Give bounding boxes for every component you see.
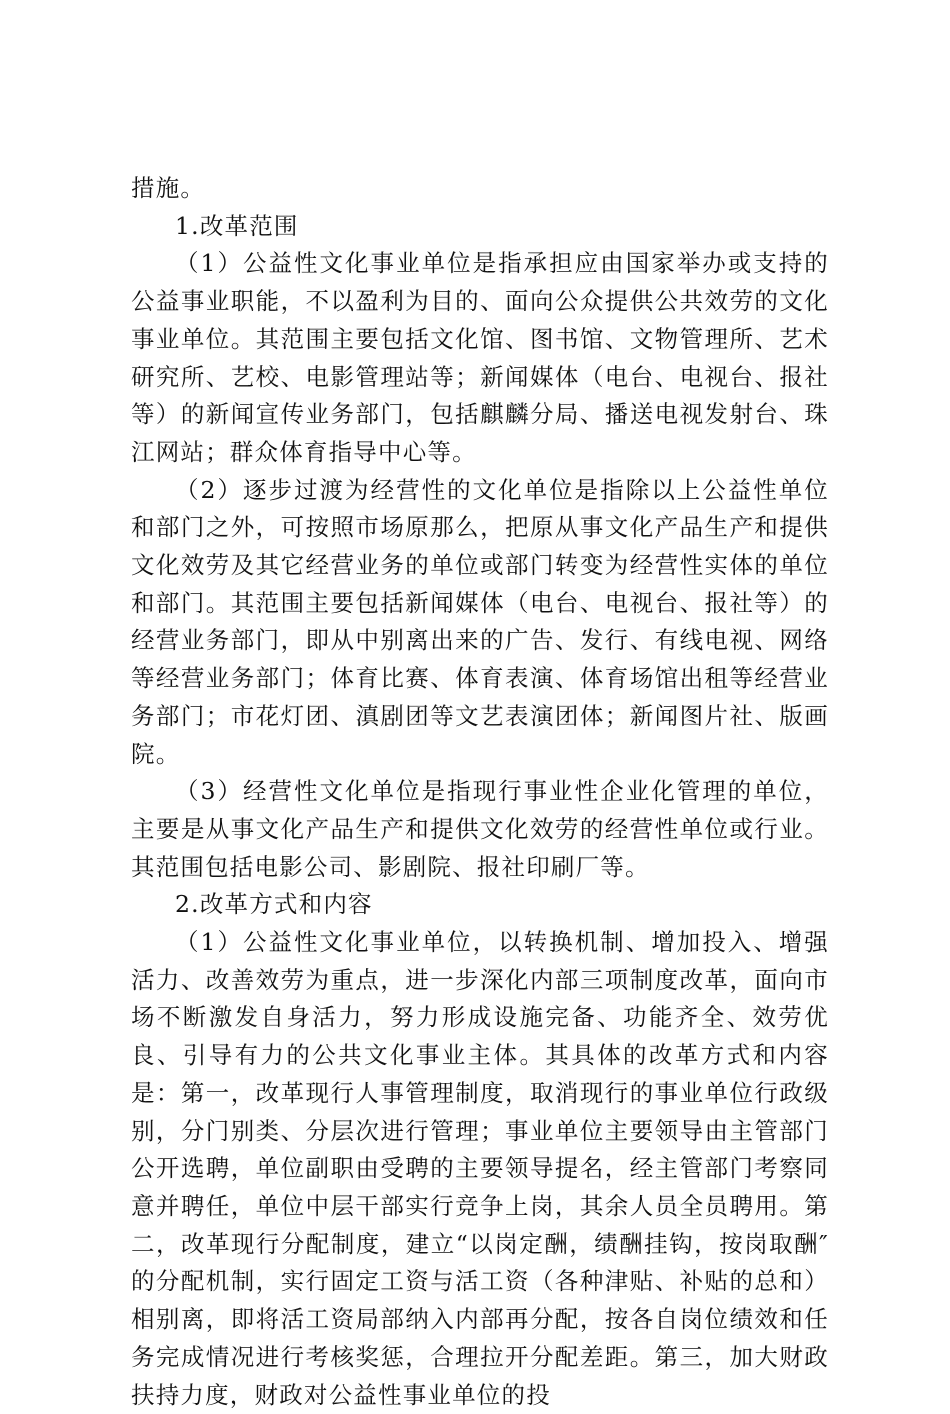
section-heading-reform-scope: 1.改革范围: [175, 211, 299, 240]
paragraph-operating-units: （3）经营性文化单位是指现行事业性企业化管理的单位，主要是从事文化产品生产和提供文化效劳的经营性单位或行业。其范围包括电影公司、影剧院、报社印刷厂等。: [131, 777, 829, 881]
paragraph-public-welfare-units: （1）公益性文化事业单位是指承担应由国家举办或支持的公益事业职能，不以盈利为目的、面向公众提供公共效劳的文化事业单位。其范围主要包括文化馆、图书馆、文物管理所、艺术研究所、艺校、电影管理站等；新闻媒体（电台、电视台、报社等）的新闻宣传业务部门，包括麒麟分局、播送电视发射台、珠江网站；群众体育指导中心等。: [131, 249, 829, 466]
paragraph-transitional-units: （2）逐步过渡为经营性的文化单位是指除以上公益性单位和部门之外，可按照市场原那么，把原从事文化产品生产和提供文化效劳及其它经营业务的单位或部门转变为经营性实体的单位和部门。其范围主要包括新闻媒体（电台、电视台、报社等）的经营业务部门，即从中别离出来的广告、发行、有线电视、网络等经营业务部门；体育比赛、体育表演、体育场馆出租等经营业务部门；市花灯团、滇剧团等文艺表演团体；新闻图片社、版画院。: [131, 475, 829, 768]
paragraph-reform-methods-detail: （1）公益性文化事业单位，以转换机制、增加投入、增强活力、改善效劳为重点，进一步深化内部三项制度改革，面向市场不断激发自身活力，努力形成设施完备、功能齐全、效劳优良、引导有力的公共文化事业主体。其具体的改革方式和内容是：第一，改革现行人事管理制度，取消现行的事业单位行政级别，分门别类、分层次进行管理；事业单位主要领导由主管部门公开选聘，单位副职由受聘的主要领导提名，经主管部门考察同意并聘任，单位中层干部实行竞争上岗，其余人员全员聘用。第二，改革现行分配制度，建立“以岗定酬，绩酬挂钩，按岗取酬″的分配机制，实行固定工资与活工资（各种津贴、补贴的总和）相别离，即将活工资局部纳入内部再分配，按各自岗位绩效和任务完成情况进行考核奖惩，合理拉开分配差距。第三，加大财政扶持力度，财政对公益性事业单位的投: [131, 928, 829, 1409]
section-heading-reform-methods: 2.改革方式和内容: [175, 890, 373, 919]
paragraph-continuation: 措施。: [131, 174, 206, 202]
document-page: [131, 170, 829, 1414]
